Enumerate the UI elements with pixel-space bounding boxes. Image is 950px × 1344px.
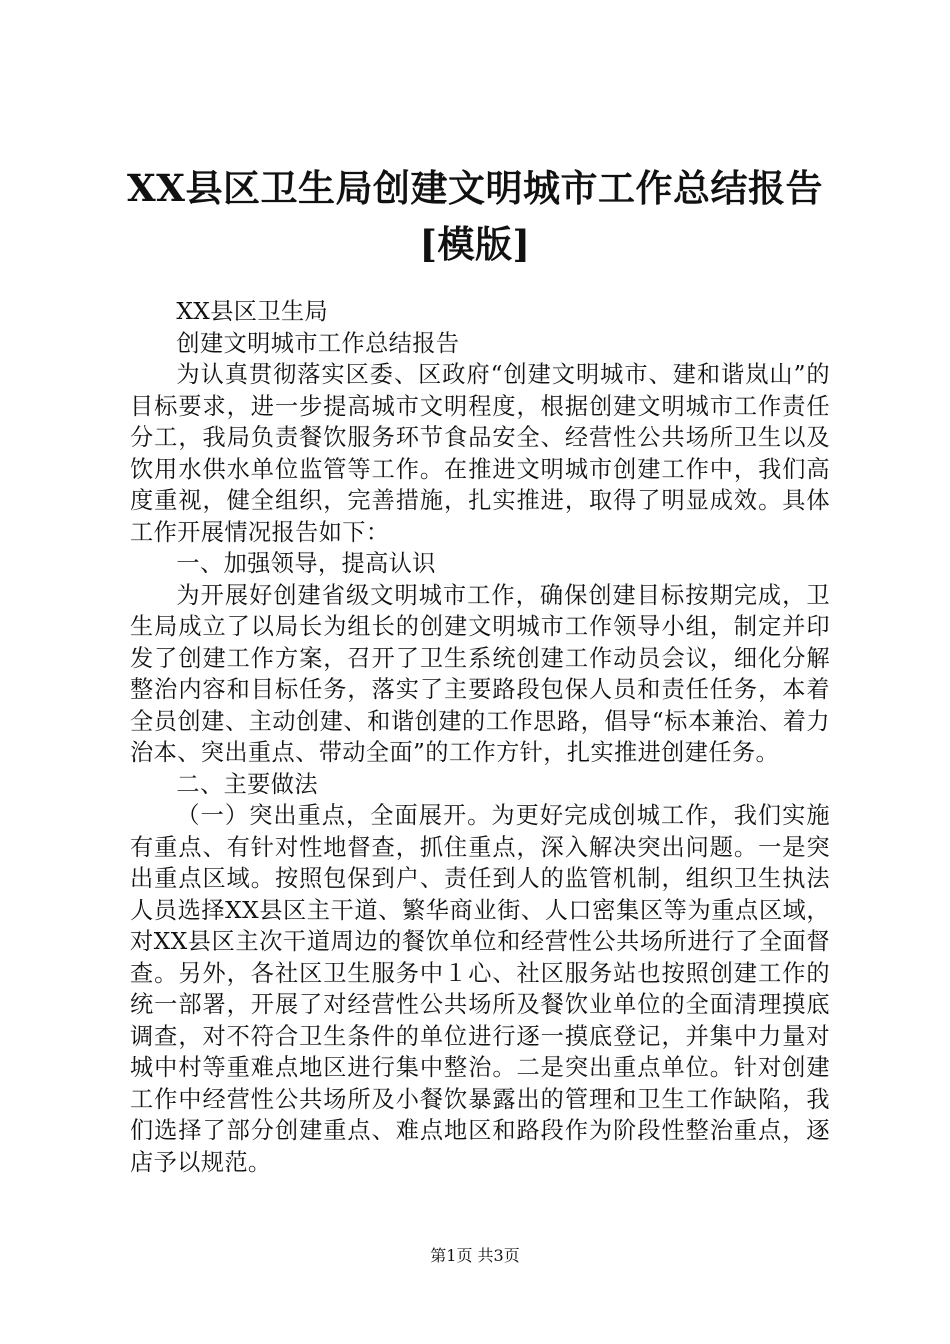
paragraph-org-name: XX县区卫生局	[176, 298, 329, 325]
paragraph-report-title: 创建文明城市工作总结报告	[176, 329, 460, 357]
document-title: XX县区卫生局创建文明城市工作总结报告[模版]	[127, 166, 823, 266]
page-footer: 第1页 共3页	[430, 1246, 520, 1265]
paragraph-section-2-1: （一）突出重点，全面展开。为更好完成创城工作，我们实施有重点、有针对性地督查，抓住重点，深入解决突出问题。一是突出重点区域。按照包保到户、责任到人的监管机制，组织卫生执法人员选择XX县区主干道、繁华商业街、人口密集区等为重点区域，对XX县区主次干道周边的餐饮单位和经营性公共场所进行了全面督查。另外，各社区卫生服务中１心、社区服务站也按照创建工作的统一部署，开展了对经营性公共场所及餐饮业单位的全面清理摸底调查，对不符合卫生条件的单位进行逐一摸底登记，并集中力量对城中村等重难点地区进行集中整治。二是突出重点单位。针对创建工作中经营性公共场所及小餐饮暴露出的管理和卫生工作缺陷，我们选择了部分创建重点、难点地区和路段作为阶段性整治重点，逐店予以规范。	[130, 802, 830, 1176]
heading-section-1: 一、加强领导，提高认识	[176, 550, 436, 577]
paragraph-intro: 为认真贯彻落实区委、区政府“创建文明城市、建和谐岚山”的目标要求，进一步提高城市文明程度，根据创建文明城市工作责任分工，我局负责餐饮服务环节食品安全、经营性公共场所卫生以及饮用水供水单位监管等工作。在推进文明城市创建工作中，我们高度重视，健全组织，完善措施，扎实推进，取得了明显成效。具体工作开展情况报告如下：	[130, 361, 830, 546]
document-body	[130, 296, 830, 1178]
heading-section-2: 二、主要做法	[176, 770, 318, 798]
paragraph-section-1: 为开展好创建省级文明城市工作，确保创建目标按期完成，卫生局成立了以局长为组长的创建文明城市工作领导小组，制定并印发了创建工作方案，召开了卫生系统创建工作动员会议，细化分解整治内容和目标任务，落实了主要路段包保人员和责任任务，本着全员创建、主动创建、和谐创建的工作思路，倡导“标本兼治、着力治本、突出重点、带动全面”的工作方针，扎实推进创建任务。	[130, 581, 830, 766]
